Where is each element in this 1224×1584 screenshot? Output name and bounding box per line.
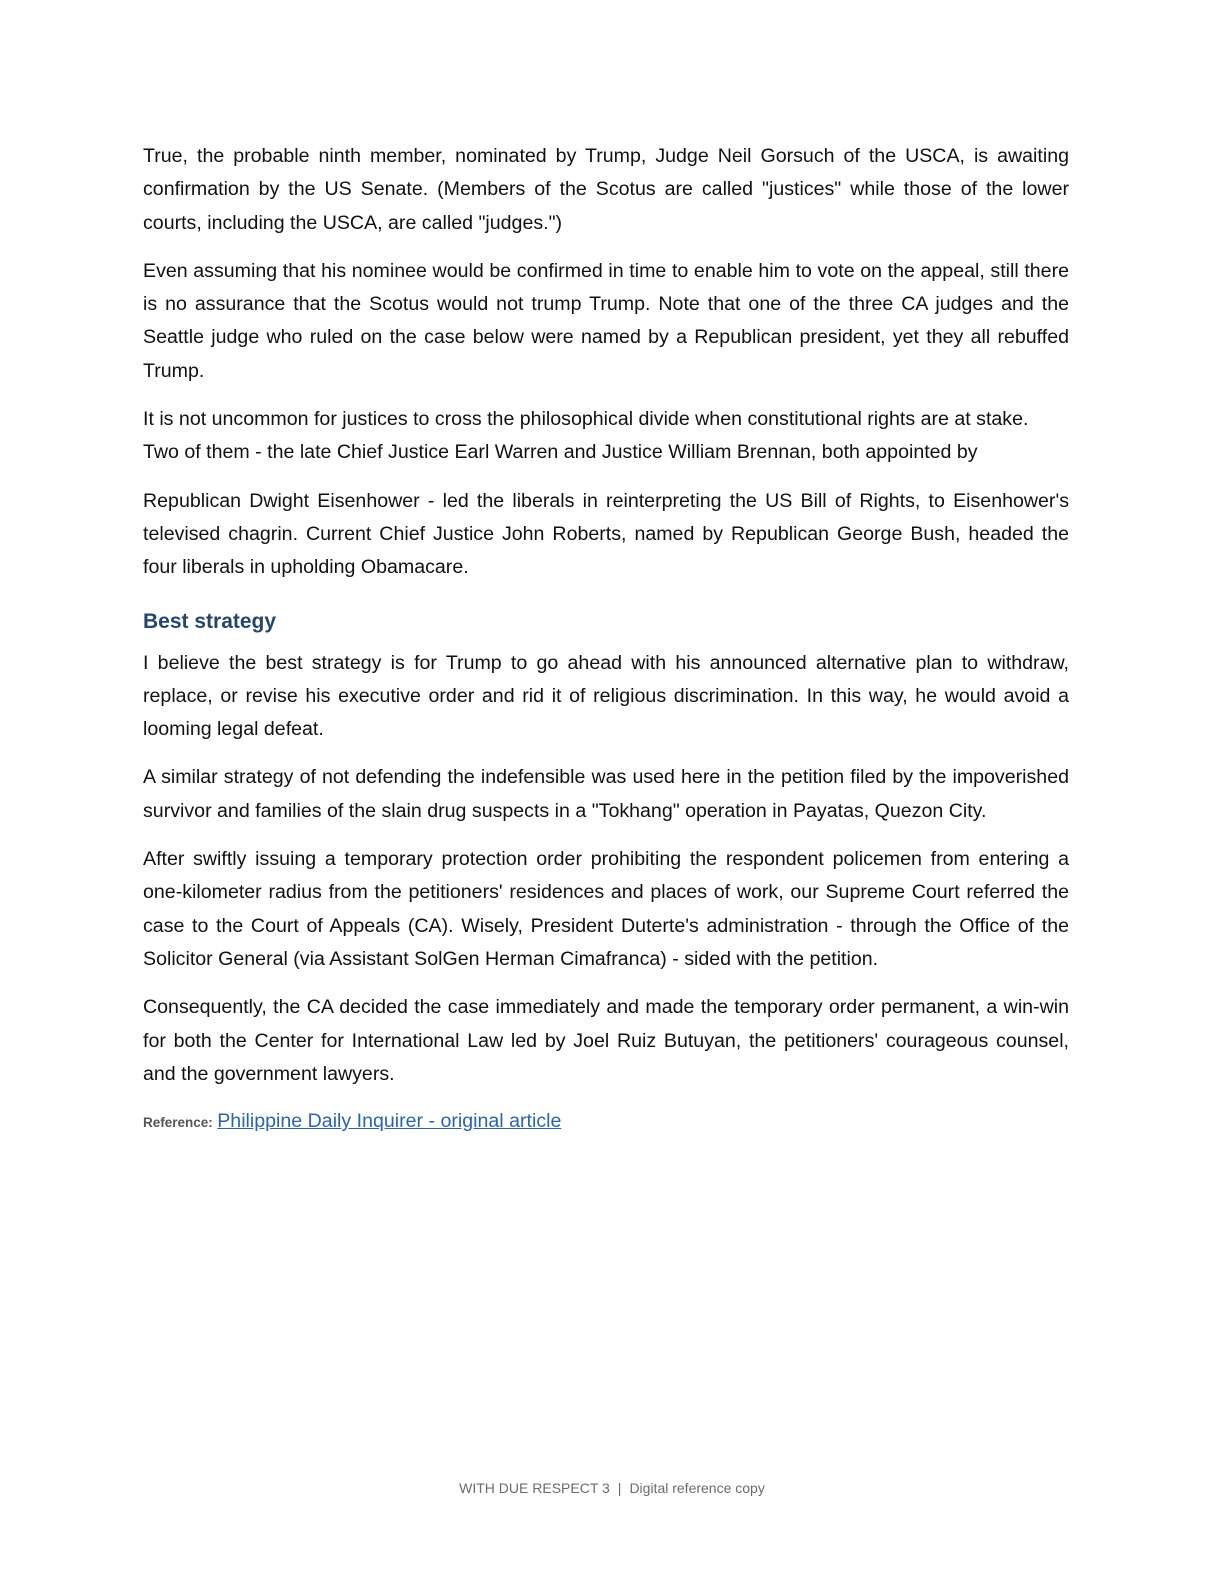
paragraph-philosophical-divide: It is not uncommon for justices to cross the philosophical divide when constitutional rights are at stake. Two of them - the late Chief Justice Earl Warren and Justice William Brennan, both appointed by — [143, 408, 1029, 464]
footer-note: Digital reference copy — [629, 1480, 765, 1496]
paragraph-tokhang-petition: A similar strategy of not defending the indefensible was used here in the petition filed by the impoverished survivor and families of the slain drug suspects in a "Tokhang" operation in Payatas, Quezon City. — [143, 766, 1069, 822]
paragraph-eisenhower-appointees: Republican Dwight Eisenhower - led the liberals in reinterpreting the US Bill of Rights, to Eisenhower's televised chagrin. Current Chief Justice John Roberts, named by Republican George Bush, headed the four liberals in upholding Obamacare. — [143, 489, 1069, 579]
paragraph-ca-decision: Consequently, the CA decided the case immediately and made the temporary order permanent, a win-win for both the Center for International Law led by Joel Ruiz Butuyan, the petitioners' courageous counsel, and the government lawyers. — [143, 996, 1069, 1085]
reference-line — [143, 1106, 1069, 1138]
paragraph-gorsuch-confirmation: True, the probable ninth member, nominated by Trump, Judge Neil Gorsuch of the USCA, is awaiting confirmation by the US Senate. (Members of the Scotus are called "justices" while those of the lower courts, including the USCA, are called "judges.") — [143, 145, 1069, 234]
section-heading-best-strategy: Best strategy — [143, 609, 277, 633]
article-body — [143, 140, 1069, 1138]
footer-separator: | — [617, 1480, 622, 1496]
page-footer — [0, 1478, 1224, 1498]
paragraph-protection-order: After swiftly issuing a temporary protection order prohibiting the respondent policemen from entering a one-kilometer radius from the petitioners' residences and places of work, our Supreme Court referred the case to the Court of Appeals (CA). Wisely, President Duterte's administration - through the Office of the Solicitor General (via Assistant SolGen Herman Cimafranca) - sided with the petition. — [143, 848, 1069, 970]
footer-title: WITH DUE RESPECT 3 — [459, 1480, 610, 1496]
reference-label: Reference: — [143, 1115, 213, 1131]
paragraph-best-strategy: I believe the best strategy is for Trump to go ahead with his announced alternative plan to withdraw, replace, or revise his executive order and rid it of religious discrimination. In this way, he would avoid a looming legal defeat. — [143, 651, 1069, 741]
paragraph-nominee-assurance: Even assuming that his nominee would be confirmed in time to enable him to vote on the appeal, still there is no assurance that the Scotus would not trump Trump. Note that one of the three CA judges and the Seattle judge who ruled on the case below were named by a Republican president, yet they all rebuffed Trump. — [143, 259, 1069, 382]
reference-link[interactable]: Philippine Daily Inquirer - original article — [217, 1110, 562, 1133]
